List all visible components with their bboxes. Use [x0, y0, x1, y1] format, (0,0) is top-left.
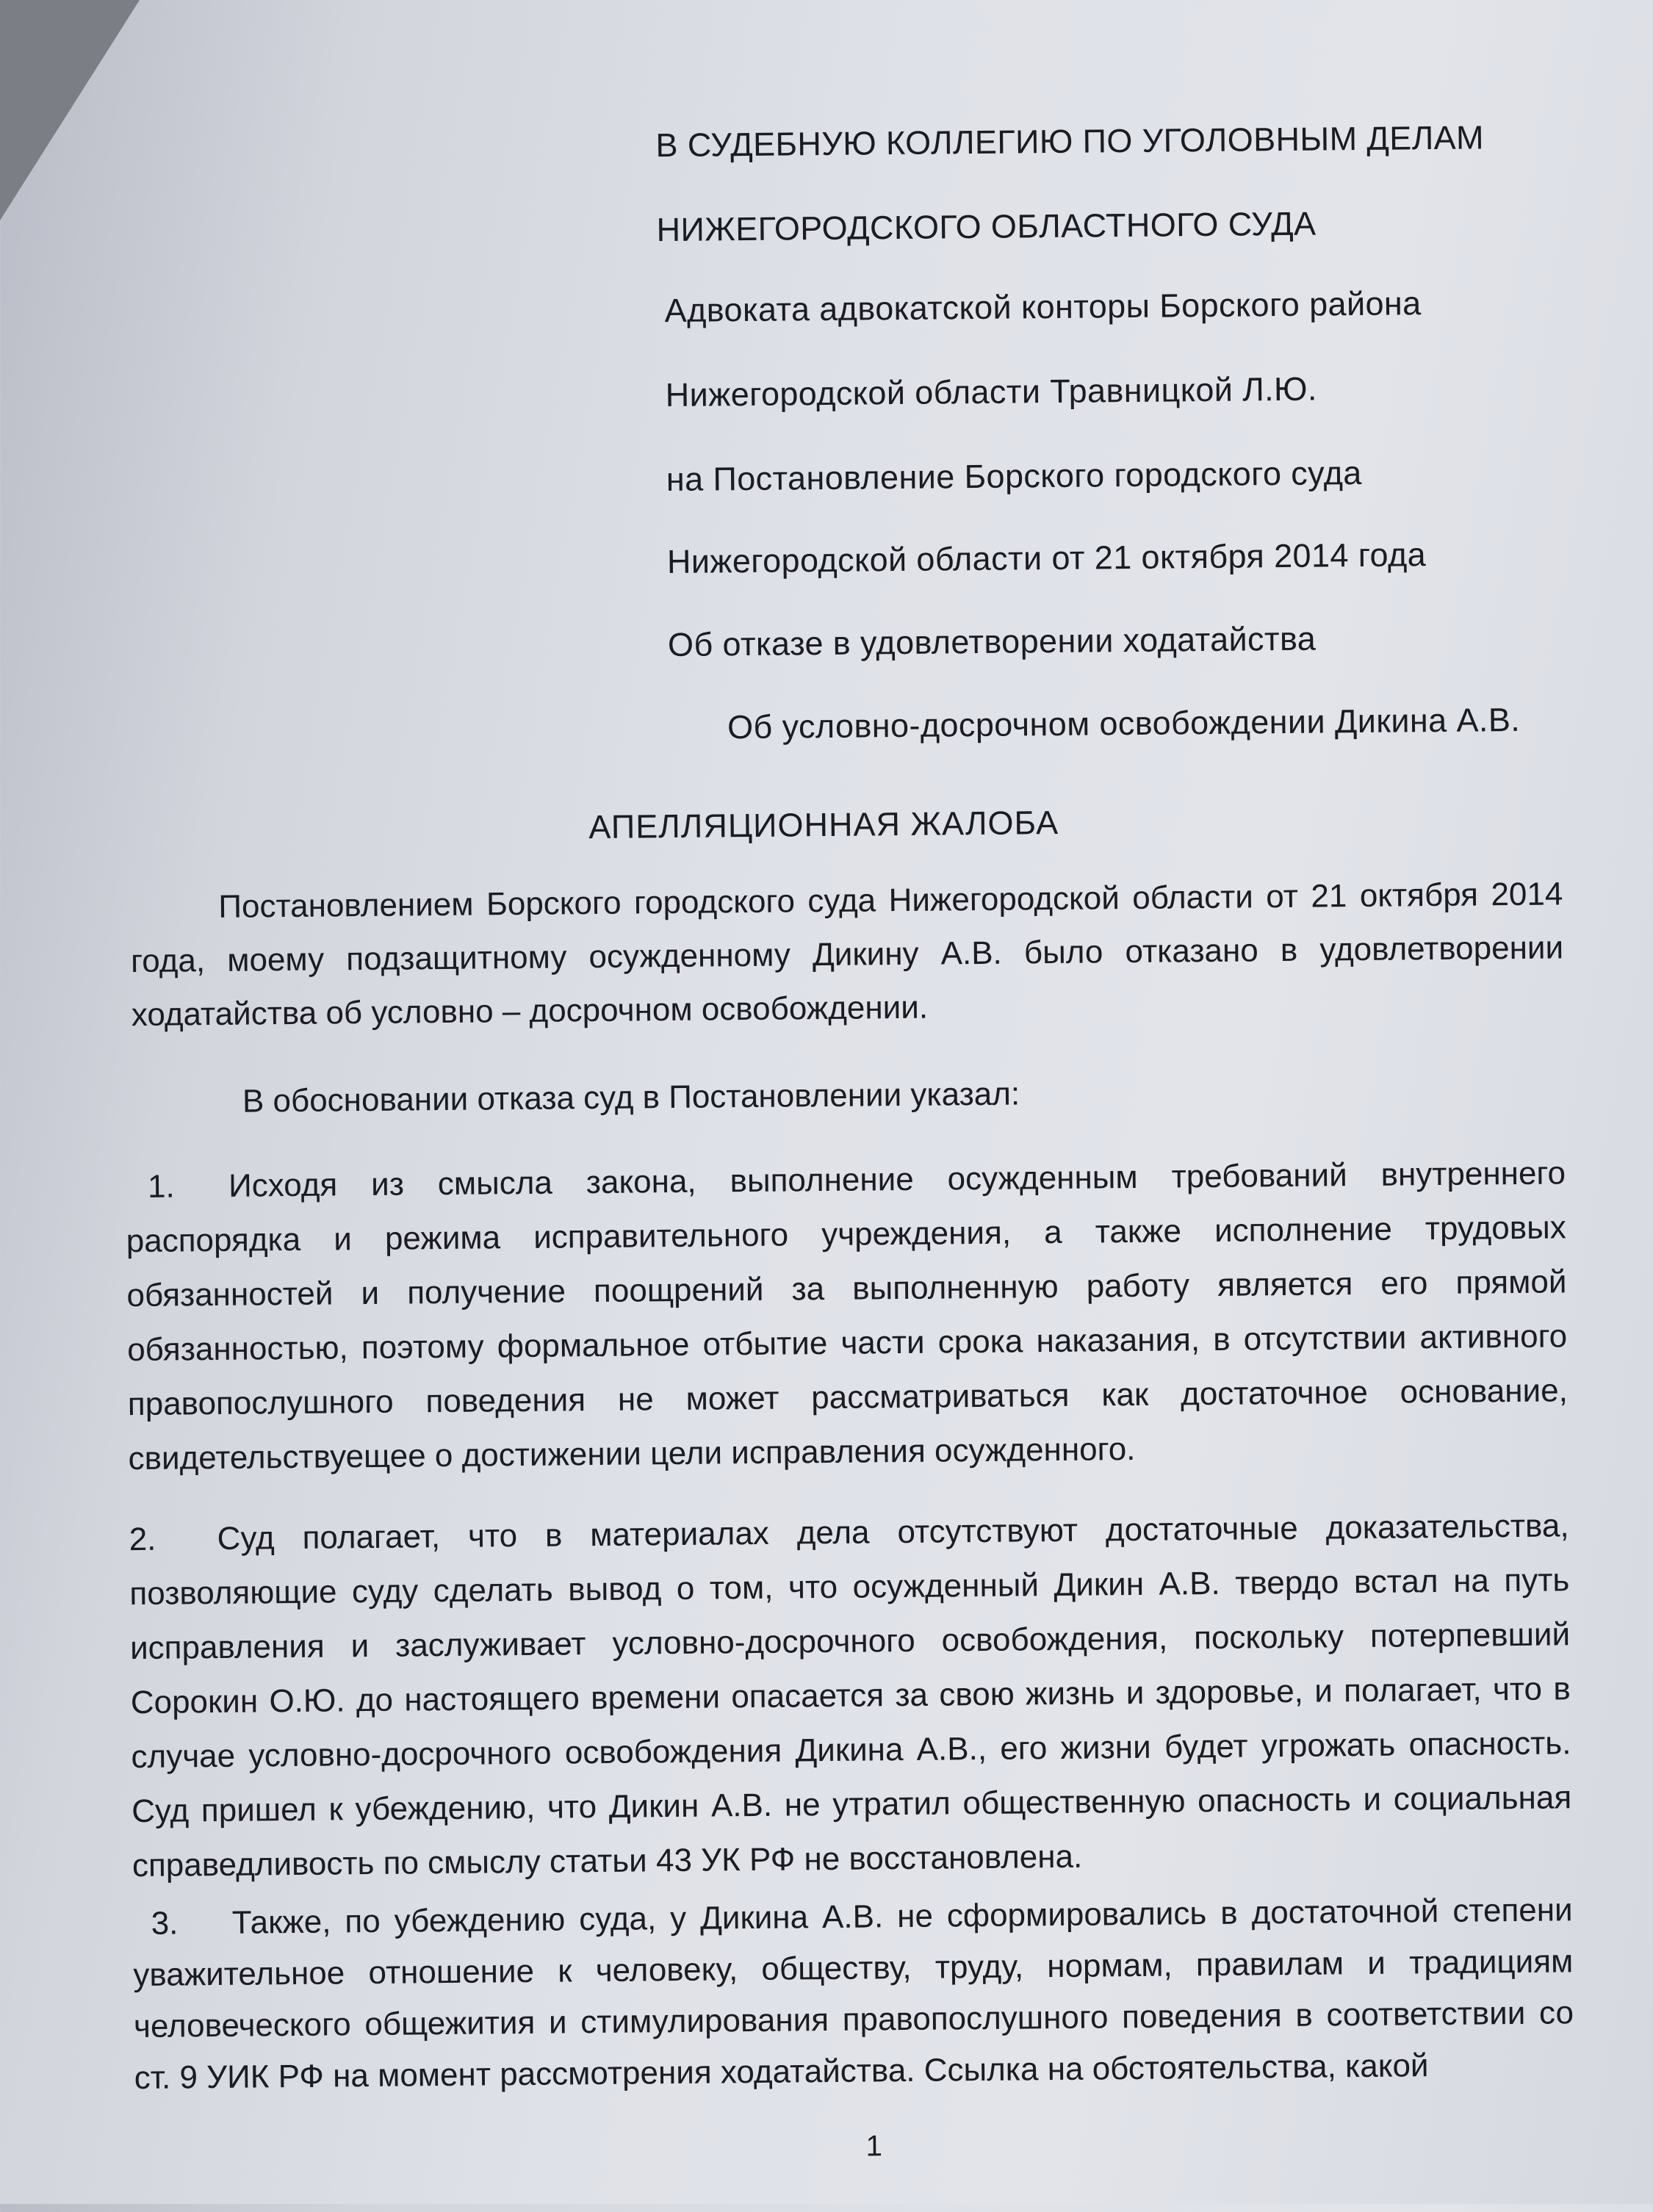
list-item-number: 1.: [147, 1168, 176, 1205]
addressee-block: [652, 118, 1607, 746]
addressee-line-date: Нижегородской области от 21 октября 2014 года: [666, 536, 1427, 581]
list-item-number: 2.: [129, 1521, 156, 1558]
list-item-text: Суд полагает, что в материалах дела отсутствуют достаточные доказательства, позволяющие суду сделать вывод о том, что осужденный Дикин А.В. твердо встал на путь исправления и заслуживает условно-досрочного освобождения, поскольку потерпевший Сорокин О.Ю. до настоящего времени опасается за свою жизнь и здоровье, и полагает, что в случае условно-досрочного освобождения Дикина А.В., его жизни будет угрожать опасность. Суд пришел к убеждению, что Дикин А.В. не утратил общественную опасность и социальная справедливость по смыслу статьи 43 УК РФ не восстановлена.: [129, 1507, 1572, 1884]
document-title: АПЕЛЛЯЦИОННАЯ ЖАЛОБА: [588, 803, 1059, 846]
list-item: [129, 1499, 1572, 1893]
list-item-text: Исходя из смысла закона, выполнение осужденным требований внутреннего распорядка и режима исправительного учреждения, а также исполнение трудовых обязанностей и получение поощрений за выполненную работу является его прямой обязанностью, поэтому формальное отбытие части срока наказания, в отсутствии активного правопослушного поведения не может рассматриваться как достаточное основание, свидетельствуещее о достижении цели исправления осужденного.: [126, 1155, 1569, 1477]
addressee-line-attorney: Адвоката адвокатской конторы Борского района: [664, 284, 1422, 330]
addressee-line-subject: на Постановление Борского городского суда: [666, 453, 1362, 499]
addressee-line-court-collegium: В СУДЕБНУЮ КОЛЛЕГИЮ ПО УГОЛОВНЫМ ДЕЛАМ: [655, 118, 1485, 165]
intro-paragraph: [130, 867, 1564, 1042]
list-item: [132, 1884, 1574, 2104]
basis-line: В обосновании отказа суд в Постановлении указал:: [242, 1076, 1020, 1120]
addressee-line-parole: Об условно-досрочном освобождении Дикина А.В.: [727, 700, 1521, 746]
addressee-line-refusal: Об отказе в удовлетворении ходатайства: [667, 619, 1317, 664]
page-number: 1: [865, 2130, 883, 2163]
addressee-line-regional-court: НИЖЕГОРОДСКОГО ОБЛАСТНОГО СУДА: [656, 204, 1317, 249]
list-item-text: Также, по убеждению суда, у Дикина А.В. не сформировались в достаточной степени уважительное отношение к человеку, обществу, труду, нормам, правилам и традициям человеческого общежития и стимулирования правопослушного поведения в соответствии со ст. 9 УИК РФ на момент рассмотрения ходатайства. Ссылка на обстоятельства, какой: [133, 1892, 1574, 2097]
list-item-number: 3.: [151, 1905, 179, 1942]
intro-text: Постановлением Борского городского суда Нижегородской области от 21 октября 2014 года, моему подзащитному осужденному Дикину А.В. было отказано в удовлетворении ходатайства об условно – досрочном освобождении.: [130, 876, 1564, 1034]
addressee-line-attorney-name: Нижегородской области Травницкой Л.Ю.: [665, 370, 1318, 414]
list-item: [126, 1146, 1569, 1486]
